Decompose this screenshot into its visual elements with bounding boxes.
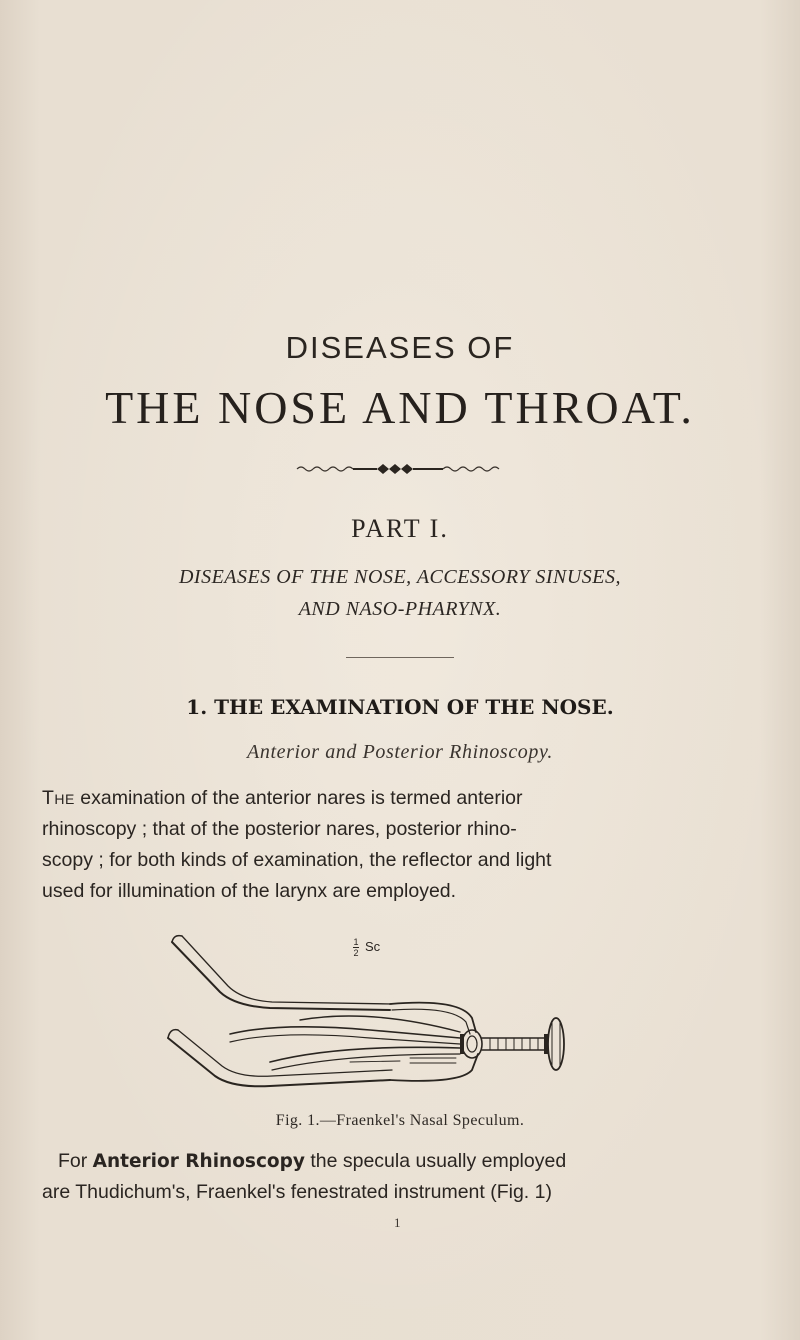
paragraph-text: the specula usually employed bbox=[304, 1150, 567, 1172]
part-heading: PART I. bbox=[351, 514, 449, 543]
section-rule bbox=[346, 657, 454, 658]
paragraph-text: For bbox=[58, 1150, 93, 1172]
section-subtitle: Anterior and Posterior Rhinoscopy. bbox=[247, 741, 553, 763]
signature-mark: 1 bbox=[394, 1215, 401, 1230]
figure-caption: Fig. 1.—Fraenkel's Nasal Speculum. bbox=[275, 1112, 525, 1129]
scale-numerator: 1 bbox=[353, 937, 359, 947]
paragraph-line: used for illumination of the larynx are employed. bbox=[42, 880, 457, 902]
ornamental-divider bbox=[295, 458, 505, 478]
book-title: THE NOSE AND THROAT. bbox=[105, 382, 695, 433]
scale-denominator: 2 bbox=[353, 948, 359, 958]
paragraph-lead-word: The bbox=[42, 787, 75, 809]
scale-unit: Sc bbox=[365, 938, 381, 954]
paragraph-line bbox=[42, 787, 523, 810]
paragraph-line bbox=[58, 1150, 566, 1173]
part-subtitle-line1: DISEASES OF THE NOSE, ACCESSORY SINUSES, bbox=[178, 566, 622, 588]
figure-scale-label bbox=[353, 938, 380, 957]
paragraph-line: rhinoscopy ; that of the posterior nares, posterior rhino- bbox=[42, 818, 517, 840]
paragraph-text: examination of the anterior nares is termed anterior bbox=[74, 787, 523, 809]
chapter-heading: 1. THE EXAMINATION OF THE NOSE. bbox=[186, 695, 614, 719]
part-subtitle-line2: AND NASO-PHARYNX. bbox=[298, 598, 502, 620]
paragraph-line: are Thudichum's, Fraenkel's fenestrated instrument (Fig. 1) bbox=[42, 1181, 552, 1203]
paragraph-line: scopy ; for both kinds of examination, the reflector and light bbox=[42, 849, 552, 871]
scale-fraction bbox=[353, 938, 359, 957]
bold-term: Anterior Rhinoscopy bbox=[92, 1151, 305, 1172]
running-title: DISEASES OF bbox=[285, 330, 515, 365]
